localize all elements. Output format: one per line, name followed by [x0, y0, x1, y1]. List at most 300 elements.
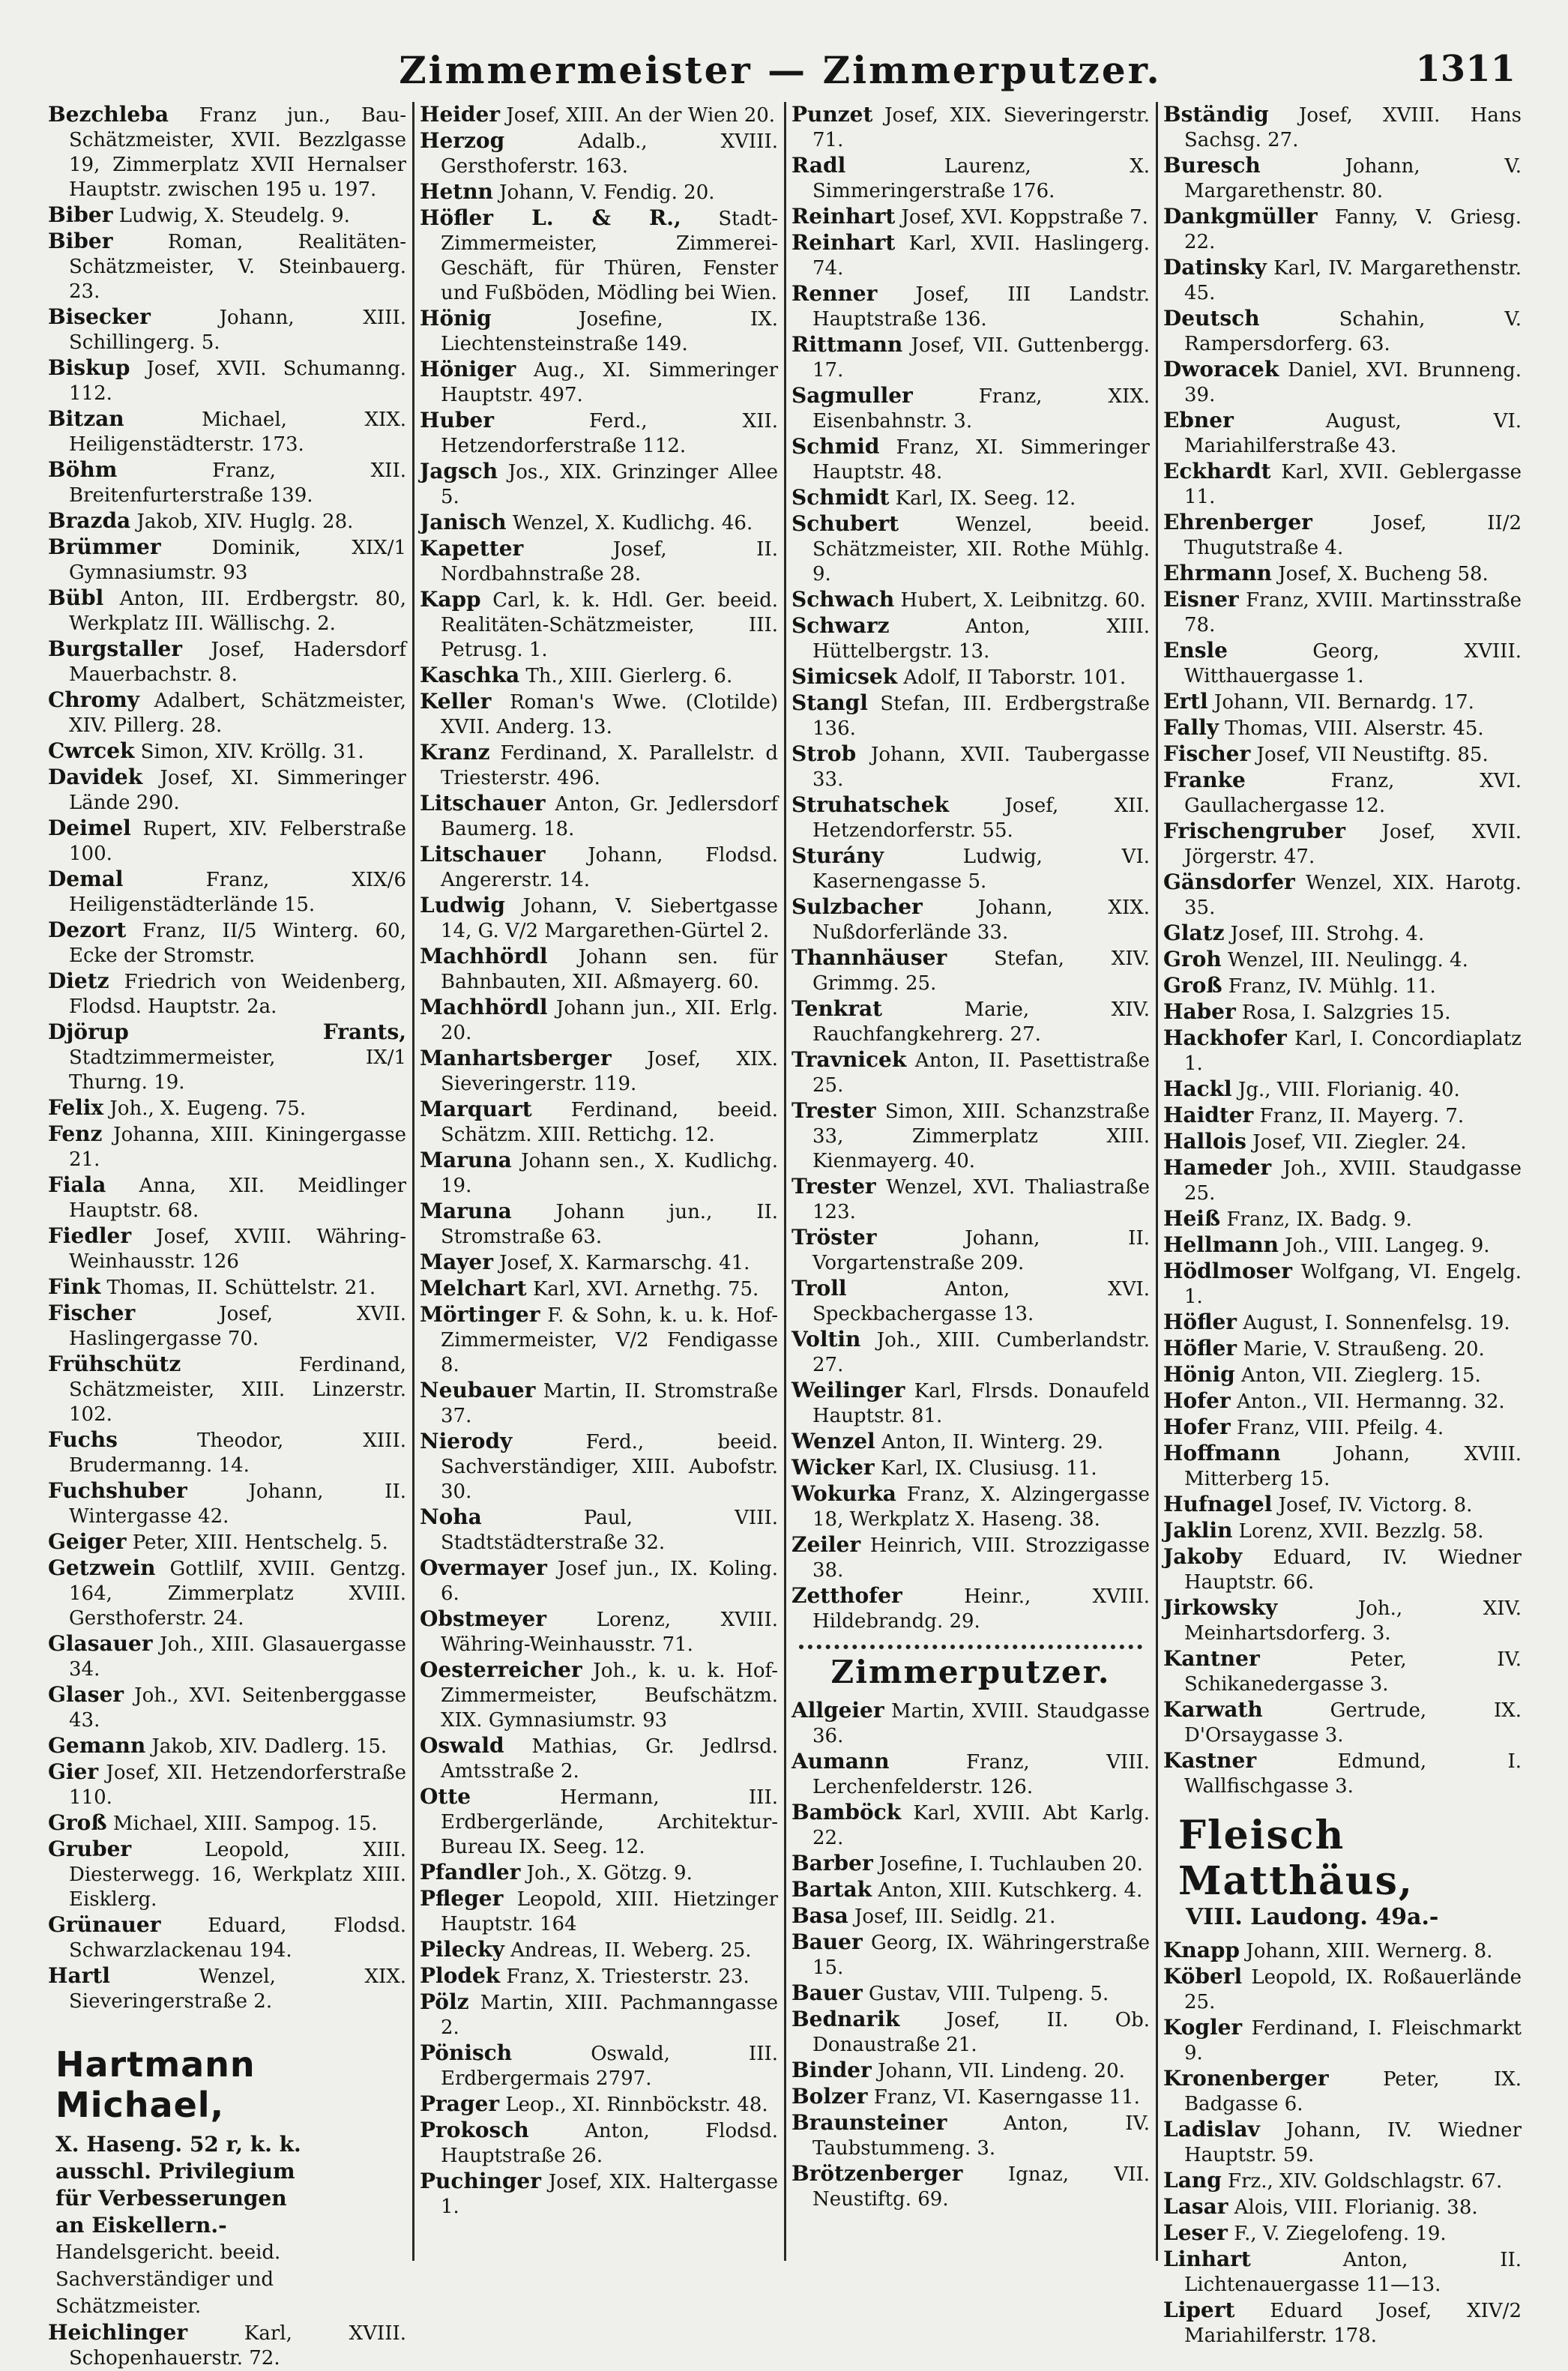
entry-details: Adalb., XVIII. Gersthoferstr. 163. [441, 130, 778, 178]
directory-entry [420, 1989, 778, 2040]
directory-entry [420, 791, 778, 842]
directory-entry [1163, 1129, 1522, 1155]
entry-details: Johann, V. Margarethenstr. 80. [1184, 155, 1522, 202]
directory-entry [791, 485, 1150, 511]
entry-name: Marquart [420, 1097, 532, 1121]
entry-name: Punzet [791, 102, 873, 127]
directory-entry [1163, 1310, 1522, 1336]
entry-name: Demal [48, 867, 124, 891]
entry-details: Johann, II. Wintergasse 42. [69, 1480, 406, 1528]
entry-name: Stangl [791, 690, 868, 715]
entry-name: Fuchs [48, 1427, 118, 1452]
entry-details: Josef, II. Nordbahnstraße 28. [441, 538, 778, 585]
entry-details: Leopold, IX. Roßauerlände 25. [1184, 1966, 1522, 2013]
directory-entry [1163, 715, 1522, 741]
directory-entry [48, 1095, 406, 1121]
entry-details: Johann, XIII. Wernerg. 8. [1240, 1940, 1493, 1962]
entry-name: Neubauer [420, 1378, 536, 1403]
directory-entry [1163, 819, 1522, 870]
directory-entry [791, 2007, 1150, 2058]
directory-entry [1163, 2194, 1522, 2220]
directory-entry [1163, 510, 1522, 561]
entry-name: Otte [420, 1784, 471, 1809]
directory-entry [791, 1980, 1150, 2007]
entry-name: Litschauer [420, 842, 546, 867]
entry-details: Josef, XII. Hetzendorferstraße 110. [69, 1762, 406, 1809]
page-header [45, 42, 1516, 102]
entry-name: Gänsdorfer [1163, 870, 1295, 894]
entry-name: Mörtinger [420, 1302, 540, 1327]
directory-entry [791, 1903, 1150, 1929]
entry-details: Franz, VI. Kaserngasse 11. [867, 2086, 1140, 2109]
entry-name: Haber [1163, 999, 1236, 1024]
directory-entry [791, 1276, 1150, 1327]
entry-name: Jakoby [1163, 1544, 1243, 1569]
entry-name: Kogler [1163, 2015, 1243, 2040]
entry-name: Haidter [1163, 1103, 1254, 1127]
directory-entry [1163, 638, 1522, 689]
entry-details: Josefine, I. Tuchlauben 20. [872, 1853, 1143, 1876]
entry-name: Pfandler [420, 1860, 521, 1885]
entry-details: Hermann, III. Erdbergerlände, Architektur-Bureau IX. Seeg. 12. [441, 1786, 778, 1858]
directory-entry [48, 202, 406, 229]
entry-name: Allgeier [791, 1698, 884, 1723]
entry-name: Schmidt [791, 485, 890, 510]
entry-details: Roman, Realitäten-Schätzmeister, V. Steinbauerg. 23. [69, 231, 406, 303]
directory-entry [420, 1606, 778, 1657]
entry-name: Biber [48, 229, 113, 253]
directory-entry [420, 357, 778, 408]
directory-entry [420, 995, 778, 1046]
directory-entry [420, 459, 778, 510]
directory-entry [791, 1481, 1150, 1532]
entry-list [1163, 102, 1522, 1799]
entry-details: Stadt-Zimmermeister, Zimmerei-Geschäft, für Thüren, Fenster und Fußböden, Mödling bei Wien. [441, 208, 778, 304]
entry-name: Maruna [420, 1199, 512, 1223]
directory-entry [791, 1327, 1150, 1378]
entry-name: Zetthofer [791, 1583, 902, 1608]
directory-entry [791, 664, 1150, 690]
entry-details: Stadtzimmermeister, IX/1 Thurng. 19. [69, 1046, 406, 1094]
entry-details: Johann sen. für Bahnbauten, XII. Aßmayerg. 60. [441, 946, 778, 993]
entry-name: Fischer [1163, 741, 1251, 766]
directory-entry [1163, 204, 1522, 255]
entry-name: Braunsteiner [791, 2110, 947, 2135]
ad-line: ausschl. Privilegium [55, 2159, 295, 2184]
entry-name: Franke [1163, 768, 1246, 792]
directory-entry [420, 1250, 778, 1276]
entry-details: F. & Sohn, k. u. k. Hof-Zimmermeister, V/2 Fendigasse 8. [441, 1304, 778, 1376]
entry-name: Glaser [48, 1682, 124, 1707]
ad-line: X. Haseng. 52 r, k. k. [55, 2132, 301, 2157]
directory-entry [1163, 1259, 1522, 1310]
directory-entry [48, 918, 406, 968]
directory-entry [48, 508, 406, 534]
entry-name: Schwach [791, 587, 895, 612]
entry-details: Franz, XIX/6 Heiligenstädterlände 15. [69, 869, 406, 916]
entry-name: Leser [1163, 2220, 1228, 2245]
directory-entry [420, 2040, 778, 2091]
entry-details: Laurenz, X. Simmeringerstraße 176. [812, 155, 1150, 202]
entry-name: Groß [1163, 973, 1222, 998]
entry-details: Josef, XI. Simmeringer Lände 290. [69, 767, 406, 814]
entry-name: Prokosch [420, 2118, 529, 2142]
entry-details: Karl, XVII. Haslingerg. 74. [812, 232, 1150, 280]
entry-details: Friedrich von Weidenberg, Flodsd. Hauptstr. 2a. [69, 971, 406, 1018]
entry-name: Fenz [48, 1121, 103, 1146]
entry-details: Franz, XII. Breitenfurterstraße 139. [69, 460, 406, 507]
entry-name: Jaklin [1163, 1518, 1233, 1543]
entry-details: Franz, XVI. Gaullachergasse 12. [1184, 770, 1522, 817]
directory-entry [420, 2169, 778, 2220]
entry-details: Th., XIII. Gierlerg. 6. [519, 665, 733, 687]
entry-name: Schubert [791, 511, 899, 536]
directory-entry [48, 1837, 406, 1912]
directory-entry [1163, 1025, 1522, 1076]
column-4 [1163, 102, 1522, 2347]
entry-details: Simon, XIV. Kröllg. 31. [134, 741, 364, 763]
entry-name: Bednarik [791, 2007, 900, 2031]
entry-name: Bauer [791, 1929, 863, 1954]
entry-name: Ludwig [420, 893, 505, 918]
ad-line: an Eiskellern.- [55, 2213, 227, 2238]
directory-entry [48, 1529, 406, 1555]
entry-details: Wenzel, XIX. Sieveringerstraße 2. [69, 1965, 406, 2013]
directory-entry [1163, 102, 1522, 153]
directory-entry [791, 511, 1150, 587]
entry-name: Maruna [420, 1148, 512, 1172]
directory-entry [420, 893, 778, 944]
directory-entry [420, 1860, 778, 1886]
entry-details: Anton, XVI. Speckbachergasse 13. [812, 1278, 1150, 1325]
entry-details: Heinrich, VIII. Strozzigasse 38. [812, 1534, 1150, 1582]
entry-name: Kapp [420, 587, 481, 612]
directory-entry [791, 996, 1150, 1047]
entry-details: Franz, XIX. Eisenbahnstr. 3. [812, 385, 1150, 433]
entry-details: Wenzel, beeid. Schätzmeister, XII. Rothe Mühlg. 9. [812, 513, 1150, 585]
entry-details: Franz, II/5 Winterg. 60, Ecke der Stromstr. [69, 920, 406, 967]
entry-name: Bauer [791, 1980, 863, 2005]
directory-entry [1163, 1964, 1522, 2015]
entry-details: Johann jun., II. Stromstraße 63. [441, 1201, 778, 1248]
directory-entry [791, 1583, 1150, 1634]
entry-details: Karl, IX. Seeg. 12. [889, 487, 1076, 510]
entry-details: Stefan, XIV. Grimmg. 25. [812, 948, 1150, 995]
entry-details: Joh., X. Götzg. 9. [520, 1862, 693, 1885]
directory-entry [1163, 1748, 1522, 1799]
directory-entry [1163, 973, 1522, 999]
entry-details: Johann, XIX. Nußdorferlände 33. [812, 897, 1150, 944]
entry-name: Lang [1163, 2168, 1222, 2193]
entry-details: Karl, XVII. Geblergasse 11. [1184, 461, 1522, 508]
directory-entry [420, 842, 778, 893]
entry-details: Johann, Flodsd. Angererstr. 14. [441, 844, 778, 891]
directory-entry [48, 1427, 406, 1478]
entry-details: Anton, II. Lichtenauergasse 11—13. [1184, 2249, 1522, 2296]
entry-name: Grünauer [48, 1912, 161, 1937]
entry-details: F., V. Ziegelofeng. 19. [1227, 2223, 1447, 2245]
entry-name: Sulzbacher [791, 894, 923, 919]
entry-name: Ensle [1163, 638, 1228, 663]
entry-details: Simon, XIII. Schanzstraße 33, Zimmerplatz XIII. Kienmayerg. 40. [812, 1100, 1150, 1172]
entry-name: Frühschütz [48, 1352, 181, 1376]
entry-details: Anton., VII. Hermanng. 32. [1230, 1391, 1505, 1413]
directory-entry [791, 1749, 1150, 1800]
directory-entry [1163, 1206, 1522, 1232]
directory-entry [1163, 870, 1522, 921]
directory-entry [1163, 255, 1522, 306]
entry-name: Noha [420, 1504, 482, 1529]
entry-details: Ignaz, VII. Neustiftg. 69. [812, 2163, 1150, 2211]
entry-details: Franz, VIII. Lerchenfelderstr. 126. [812, 1751, 1150, 1798]
directory-entry [1163, 1697, 1522, 1748]
entry-details: Karl, Flrsds. Donaufeld Hauptstr. 81. [812, 1380, 1150, 1427]
entry-name: Burgstaller [48, 636, 183, 661]
directory-entry [48, 1733, 406, 1759]
directory-entry [48, 1223, 406, 1274]
entry-name: Höfler [1163, 1310, 1237, 1334]
entry-details: Leopold, XIII. Diesterwegg. 16, Werkplatz XIII. Eisklerg. [69, 1839, 406, 1911]
entry-name: Felix [48, 1095, 104, 1120]
directory-entry [420, 179, 778, 205]
entry-details: Adalbert, Schätzmeister, XIV. Pillerg. 28. [69, 690, 406, 737]
directory-entry [1163, 1595, 1522, 1646]
directory-entry [48, 687, 406, 738]
entry-details: Alois, VIII. Florianig. 38. [1228, 2196, 1478, 2219]
directory-entry [48, 102, 406, 202]
directory-entry [48, 534, 406, 585]
entry-name: Knapp [1163, 1938, 1240, 1962]
entry-details: Fanny, V. Griesg. 22. [1184, 206, 1522, 253]
directory-entry [791, 1047, 1150, 1098]
entry-name: Kastner [1163, 1748, 1257, 1773]
directory-entry [791, 945, 1150, 996]
directory-entry [420, 1657, 778, 1733]
entry-details: Karl, I. Concordiaplatz 1. [1184, 1028, 1522, 1075]
entry-details: Wenzel, III. Neulingg. 4. [1221, 949, 1468, 971]
directory-entry [420, 1504, 778, 1555]
entry-details: Franz, VIII. Pfeilg. 4. [1230, 1417, 1444, 1439]
entry-name: Fiala [48, 1172, 106, 1197]
column-divider [1156, 102, 1158, 2261]
entry-details: Johann, XVIII. Mitterberg 15. [1184, 1443, 1522, 1490]
entry-name: Pölz [420, 1989, 469, 2014]
entry-details: Franz, IV. Mühlg. 11. [1222, 975, 1436, 998]
entry-details: Josef, III. Strohg. 4. [1224, 923, 1425, 945]
directory-entry [791, 1698, 1150, 1749]
entry-name: Obstmeyer [420, 1606, 546, 1631]
entry-details: Karl, IV. Margarethenstr. 45. [1184, 257, 1522, 304]
entry-details: Jakob, XIV. Dadlerg. 15. [145, 1735, 388, 1758]
entry-name: Bitzan [48, 406, 124, 431]
advertisement-hartmann [48, 2044, 406, 2320]
entry-name: Hoffmann [1163, 1441, 1281, 1465]
entry-name: Machhördl [420, 995, 548, 1019]
entry-name: Kaschka [420, 663, 520, 687]
entry-name: Hufnagel [1163, 1492, 1273, 1516]
entry-name: Hallois [1163, 1129, 1246, 1154]
entry-name: Fink [48, 1274, 101, 1299]
entry-details: Lorenz, XVIII. Währing-Weinhausstr. 71. [441, 1609, 778, 1656]
entry-name: Heichlinger [48, 2320, 188, 2345]
entry-details: Josef, XIX. Haltergasse 1. [441, 2171, 778, 2218]
entry-name: Huber [420, 408, 494, 433]
entry-details: Johann, V. Siebertgasse 14, G. V/2 Margarethen-Gürtel 2. [441, 895, 778, 942]
column-divider [412, 102, 414, 2261]
entry-details: Joh., XVI. Seitenberggasse 43. [69, 1684, 406, 1732]
entry-name: Renner [791, 281, 878, 306]
entry-details: Martin, XIII. Pachmanngasse 2. [441, 1992, 778, 2039]
entry-details: Johann jun., XII. Erlg. 20. [441, 997, 778, 1044]
entry-details: Hubert, X. Leibnitzg. 60. [894, 589, 1146, 612]
entry-details: Roman's Wwe. (Clotilde) XVII. Anderg. 13. [441, 691, 778, 738]
directory-entry [1163, 1544, 1522, 1595]
entry-name: Simicsek [791, 664, 898, 689]
directory-entry [1163, 587, 1522, 638]
directory-entry [48, 406, 406, 457]
entry-details: Johann, VII. Lindeng. 20. [871, 2060, 1125, 2082]
directory-entry [48, 1478, 406, 1529]
directory-entry [791, 2084, 1150, 2110]
entry-name: Hetnn [420, 179, 493, 204]
entry-name: Jagsch [420, 459, 498, 483]
entry-name: Oesterreicher [420, 1657, 582, 1682]
entry-name: Hofer [1163, 1415, 1231, 1439]
entry-name: Bolzer [791, 2084, 868, 2109]
directory-entry [420, 740, 778, 791]
directory-entry [48, 304, 406, 355]
entry-name: Bisecker [48, 304, 151, 329]
entry-name: Dworacek [1163, 357, 1279, 382]
entry-name: Jirkowsky [1163, 1595, 1278, 1620]
entry-name: Ertl [1163, 689, 1208, 714]
directory-entry [1163, 1362, 1522, 1388]
entry-name: Bständig [1163, 102, 1269, 127]
directory-entry [48, 1352, 406, 1427]
entry-details: Eduard, Flodsd. Schwarzlackenau 194. [69, 1914, 406, 1962]
entry-name: Reinhart [791, 204, 896, 229]
entry-name: Aumann [791, 1749, 890, 1774]
entry-details: Karl, XVIII. Abt Karlg. 22. [812, 1802, 1150, 1849]
entry-name: Barber [791, 1851, 873, 1876]
entry-details: Anton, VII. Zieglerg. 15. [1234, 1364, 1481, 1387]
directory-entry [791, 2110, 1150, 2161]
entry-name: Linhart [1163, 2247, 1251, 2271]
entry-name: Höniger [420, 357, 516, 382]
entry-name: Oswald [420, 1733, 504, 1758]
entry-details: Anton, Gr. Jedlersdorf Baumerg. 18. [441, 793, 778, 840]
entry-details: Paul, VIII. Stadtstädterstraße 32. [441, 1507, 778, 1554]
directory-entry [48, 738, 406, 765]
directory-entry [1163, 408, 1522, 459]
column-divider [784, 102, 786, 2261]
directory-entry [1163, 1518, 1522, 1544]
entry-details: Josef, X. Karmarschg. 41. [492, 1252, 750, 1274]
entry-details: Ferd., XII. Hetzendorferstraße 112. [441, 410, 778, 457]
entry-details: Ferdinand, beeid. Schätzm. XIII. Rettichg. 12. [441, 1099, 778, 1146]
directory-entry [1163, 2298, 1522, 2349]
directory-entry [791, 153, 1150, 204]
entry-list [48, 102, 406, 2014]
directory-entry [1163, 1388, 1522, 1415]
entry-details: Josef, XIII. An der Wien 20. [500, 104, 776, 127]
directory-entry [791, 1851, 1150, 1877]
entry-details: Wolfgang, VI. Engelg. 1. [1184, 1261, 1522, 1308]
entry-name: Hödlmoser [1163, 1259, 1292, 1283]
directory-entry [48, 867, 406, 918]
entry-name: Ebner [1163, 408, 1234, 433]
entry-name: Heiß [1163, 1206, 1221, 1231]
entry-name: Chromy [48, 687, 139, 712]
entry-name: Gruber [48, 1837, 132, 1861]
directory-entry [420, 1302, 778, 1378]
directory-entry [1163, 2220, 1522, 2247]
entry-details: Martin, II. Stromstraße 37. [441, 1380, 778, 1427]
entry-name: Lasar [1163, 2194, 1228, 2219]
directory-entry [420, 1378, 778, 1429]
entry-name: Groß [48, 1810, 107, 1835]
entry-details: Mathias, Gr. Jedlrsd. Amtsstraße 2. [441, 1735, 778, 1783]
directory-entry [48, 968, 406, 1019]
entry-name: Kronenberger [1163, 2066, 1329, 2091]
directory-entry [791, 1532, 1150, 1583]
entry-name: Binder [791, 2058, 872, 2082]
entry-name: Kantner [1163, 1646, 1260, 1671]
entry-details: Peter, IX. Badgasse 6. [1184, 2068, 1522, 2115]
entry-name: Deutsch [1163, 306, 1260, 331]
entry-details: Aug., XI. Simmeringer Hauptstr. 497. [441, 359, 778, 406]
directory-entry [420, 536, 778, 587]
directory-entry [791, 1098, 1150, 1174]
entry-name: Biber [48, 202, 113, 227]
entry-name: Strob [791, 741, 857, 766]
directory-entry [48, 1759, 406, 1810]
entry-name: Hofer [1163, 1388, 1231, 1413]
entry-details: August, I. Sonnenfelsg. 19. [1237, 1312, 1510, 1334]
entry-name: Brazda [48, 508, 131, 533]
entry-details: Franz, X. Alzingergasse 18, Werkplatz X. Haseng. 38. [812, 1483, 1150, 1531]
entry-name: Tenkrat [791, 996, 883, 1021]
directory-entry [1163, 689, 1522, 715]
entry-details: Joh., XIII. Cumberlandstr. 27. [812, 1329, 1150, 1376]
directory-entry [48, 1019, 406, 1095]
entry-details: Joh., X. Eugeng. 75. [103, 1097, 307, 1120]
entry-details: Josef, XII. Hetzendorferstr. 55. [812, 795, 1150, 842]
entry-details: Michael, XIII. Sampog. 15. [106, 1813, 378, 1835]
entry-name: Hackl [1163, 1076, 1232, 1101]
directory-entry [48, 1963, 406, 2014]
entry-name: Pilecky [420, 1937, 504, 1962]
entry-details: Gustav, VIII. Tulpeng. 5. [862, 1983, 1109, 2005]
entry-details: Franz jun., Bau-Schätzmeister, XVII. Bezzlgasse 19, Zimmerplatz XVII Hernalser Hauptstr. zwischen 195 u. 197. [69, 104, 406, 201]
entry-details: Josef, XVIII. Hans Sachsg. 27. [1184, 104, 1522, 151]
entry-details: Josef, XVII. Schumanng. 112. [69, 358, 406, 405]
entry-name: Hartl [48, 1963, 110, 1988]
entry-name: Manhartsberger [420, 1046, 612, 1070]
directory-entry [48, 765, 406, 816]
entry-details: Theodor, XIII. Brudermanng. 14. [69, 1429, 406, 1477]
entry-details: Johann, V. Fendig. 20. [492, 181, 715, 204]
entry-name: Hönig [1163, 1362, 1235, 1387]
directory-entry [791, 2161, 1150, 2212]
entry-name: Dankgmüller [1163, 204, 1318, 229]
entry-name: Wicker [791, 1455, 875, 1480]
entry-details: Josef, X. Bucheng 58. [1271, 563, 1489, 585]
entry-details: Ferdinand, X. Parallelstr. d Triesterstr. 496. [441, 742, 778, 789]
entry-details: Schahin, V. Rampersdorferg. 63. [1184, 308, 1522, 355]
entry-details: Josef, XVI. Koppstraße 7. [895, 206, 1148, 229]
ad-line: für Verbesserungen [55, 2186, 287, 2211]
